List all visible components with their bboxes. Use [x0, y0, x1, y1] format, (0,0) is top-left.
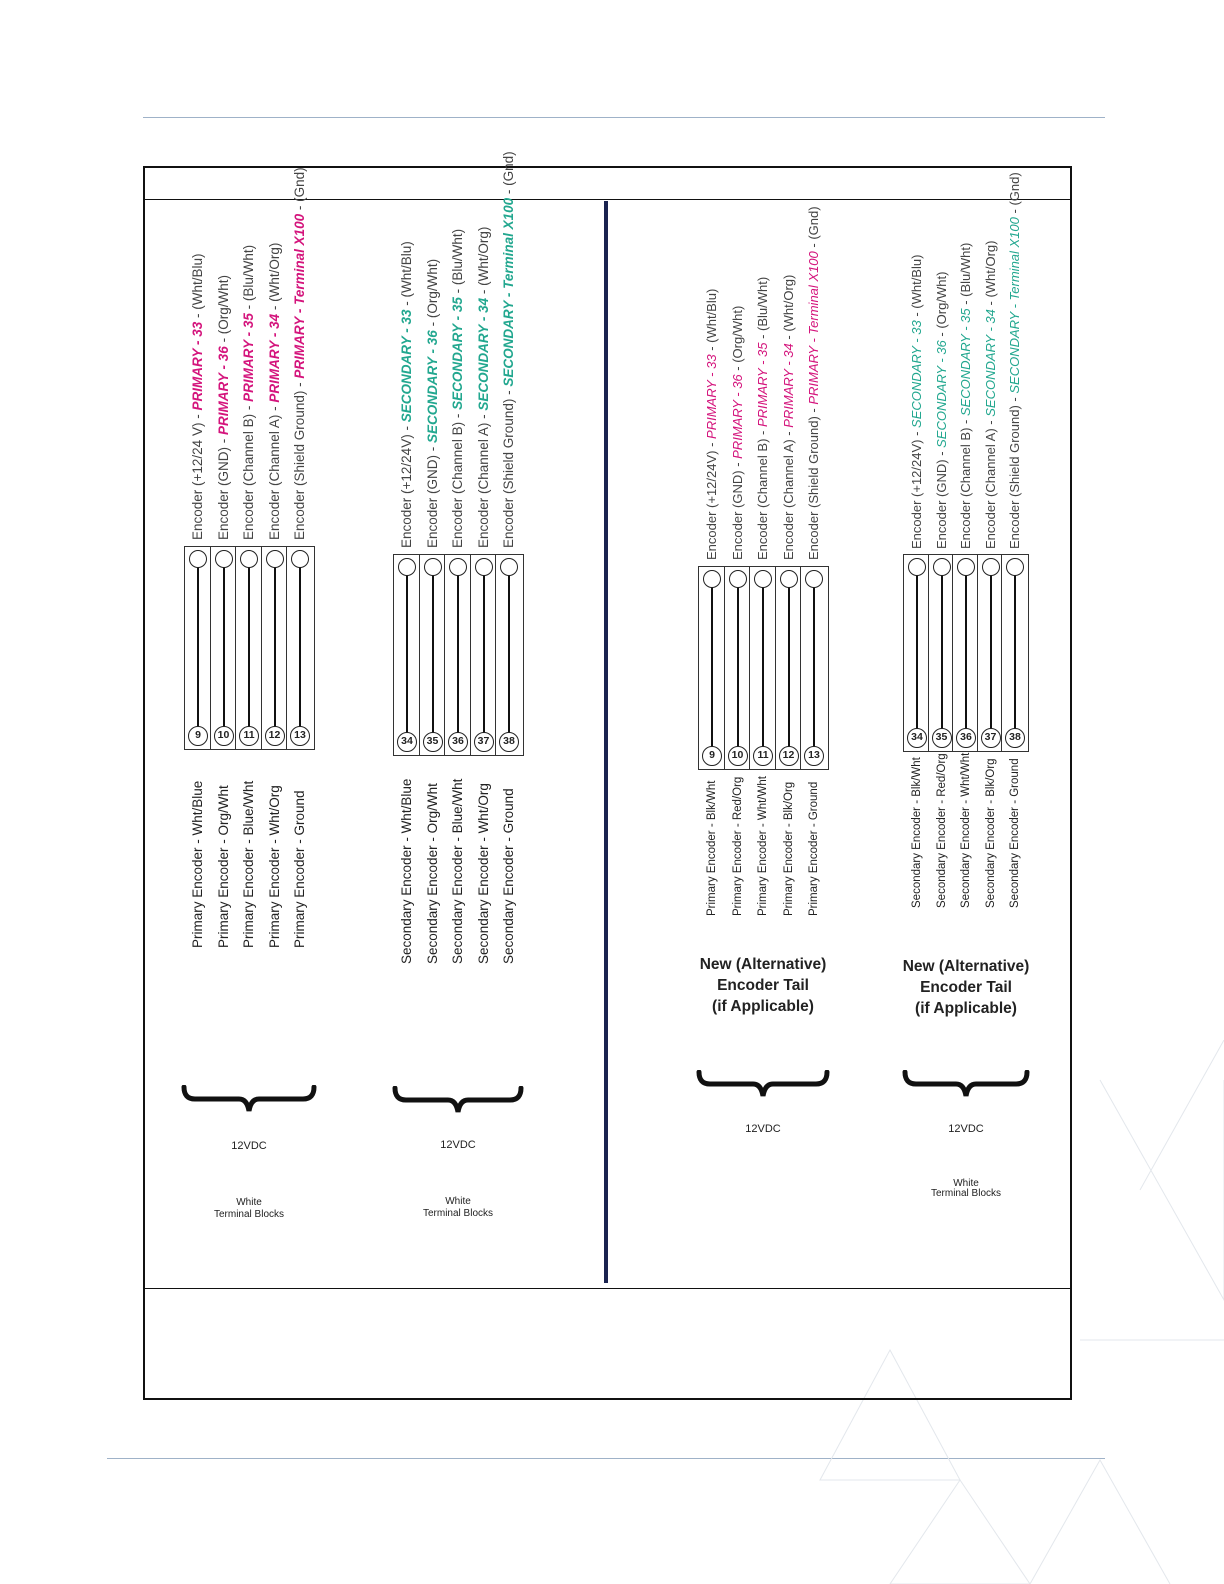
terminal-number: 9	[702, 746, 722, 766]
terminal-assignment: SECONDARY - 36	[933, 340, 949, 448]
wire-color: - (Gnd)	[806, 206, 821, 252]
terminal-wire-label: Secondary Encoder - Org/Wht	[424, 783, 440, 964]
wire	[483, 572, 485, 734]
terminal-block-color-label: White	[445, 1196, 471, 1207]
wire-color: - (Wht/Org)	[780, 274, 796, 344]
terminal-number: 37	[981, 728, 1001, 748]
frame-footer-divider	[143, 1288, 1072, 1289]
terminal-top-connector	[240, 550, 258, 568]
terminal-number: 35	[932, 728, 952, 748]
encoder-wire-label	[268, 243, 282, 540]
terminal-wire-label: Primary Encoder - Wht/Wht	[757, 776, 769, 916]
terminal-number: 9	[188, 726, 208, 746]
terminal-assignment: PRIMARY - 36	[729, 374, 745, 459]
terminal-top-connector	[449, 558, 467, 576]
encoder-wire-label	[217, 275, 231, 540]
wire-color: - (Wht/Org)	[475, 226, 491, 298]
wire	[197, 564, 199, 728]
wire-color: - (Wht/Blu)	[704, 288, 719, 355]
curly-brace-icon	[902, 1070, 1030, 1102]
terminal-wire-label: Primary Encoder - Wht/Org	[266, 785, 282, 948]
wire-function: Encoder (Shield Ground) -	[292, 378, 307, 540]
encoder-wire-label	[426, 259, 440, 548]
terminal-wire-label: Primary Encoder - Blk/Org	[782, 781, 795, 916]
terminal-assignment: PRIMARY - 35	[241, 313, 256, 402]
terminal-assignment: PRIMARY - Terminal X100	[292, 213, 307, 379]
wire	[990, 572, 992, 730]
encoder-wire-label	[959, 243, 973, 549]
wire-function: Encoder (Shield Ground) -	[501, 386, 516, 548]
encoder-tail-title	[866, 956, 1066, 1019]
encoder-wire-label	[705, 289, 719, 560]
terminal-top-connector	[957, 558, 975, 576]
terminal-assignment: SECONDARY - 34	[982, 309, 998, 417]
wire-color: - (Blu/Wht)	[755, 276, 770, 343]
encoder-wire-label	[191, 254, 205, 541]
encoder-wire-label	[502, 151, 516, 548]
tail-title-line: New (Alternative)	[699, 956, 827, 973]
terminal-assignment: SECONDARY - Terminal X100	[501, 197, 516, 387]
wire-function: Encoder (GND) -	[424, 442, 440, 548]
tail-title-line: New (Alternative)	[902, 958, 1030, 975]
wire	[711, 584, 713, 748]
voltage-label: 12VDC	[948, 1123, 984, 1135]
curly-brace-icon	[696, 1070, 830, 1102]
terminal-wire-label: Primary Encoder - Red/Org	[731, 776, 744, 916]
terminal-top-connector	[703, 570, 721, 588]
terminal-block-color-label: White	[953, 1178, 979, 1189]
frame-header-divider	[143, 199, 1072, 200]
terminal-wire-label: Secondary Encoder - Wht/Blue	[399, 778, 414, 964]
terminal-wire-label: Secondary Encoder - Ground	[501, 788, 516, 964]
terminal-wire-label: Primary Encoder - Blue/Wht	[241, 780, 256, 948]
wire-function: Encoder (+12/24 V) -	[190, 410, 205, 540]
wire-color: - (Org/Wht)	[215, 274, 231, 347]
encoder-wire-label	[782, 275, 796, 560]
terminal-number: 12	[265, 726, 285, 746]
wire	[813, 584, 815, 748]
wire	[788, 584, 790, 748]
encoder-wire-label	[451, 229, 465, 548]
wire-function: Encoder (+12/24V) -	[909, 427, 924, 549]
wire	[248, 564, 250, 728]
terminal-wire-label: Secondary Encoder - Ground	[1009, 758, 1021, 908]
terminal-number: 13	[804, 746, 824, 766]
encoder-wire-label	[731, 306, 745, 560]
encoder-wire-label	[477, 227, 491, 548]
terminal-assignment: SECONDARY - Terminal X100	[1007, 217, 1022, 394]
encoder-wire-label	[293, 167, 307, 540]
wire-function: Encoder (GND) -	[933, 447, 949, 549]
header-rule	[143, 117, 1105, 118]
wire-color: - (Blu/Wht)	[450, 228, 465, 298]
terminal-top-connector	[215, 550, 233, 568]
terminal-number: 12	[779, 746, 799, 766]
terminal-top-connector	[424, 558, 442, 576]
wire	[406, 572, 408, 734]
wire-function: Encoder (Channel B) -	[450, 409, 465, 548]
wire-color: - (Wht/Blu)	[399, 241, 414, 310]
terminal-number: 35	[423, 732, 443, 752]
wire-function: Encoder (Channel A) -	[266, 402, 282, 540]
terminal-number: 38	[1005, 728, 1025, 748]
encoder-wire-label	[807, 206, 821, 560]
wire	[916, 572, 918, 730]
terminal-number: 34	[907, 728, 927, 748]
tail-title-line: Encoder Tail	[717, 977, 809, 994]
voltage-label: 12VDC	[231, 1140, 267, 1152]
wire-color: - (Org/Wht)	[424, 258, 440, 331]
terminal-top-connector	[982, 558, 1000, 576]
terminal-wire-label: Secondary Encoder - Blk/Wht	[911, 757, 923, 908]
terminal-top-connector	[398, 558, 416, 576]
terminal-assignment: PRIMARY - 35	[755, 342, 770, 428]
wire-function: Encoder (+12/24V) -	[399, 422, 414, 548]
terminal-assignment: PRIMARY - 33	[704, 354, 719, 439]
tail-title-line: (if Applicable)	[915, 1000, 1017, 1017]
terminal-block-label: Terminal Blocks	[213, 1209, 285, 1220]
terminal-assignment: SECONDARY - 34	[475, 297, 491, 411]
wire-color: - (Gnd)	[292, 167, 307, 214]
encoder-wire-label	[910, 255, 924, 549]
terminal-assignment: SECONDARY - 33	[399, 309, 414, 423]
terminal-number: 38	[499, 732, 519, 752]
terminal-block-color-label: White	[236, 1197, 262, 1208]
wire-color: - (Org/Wht)	[933, 271, 949, 341]
terminal-number: 10	[214, 726, 234, 746]
wire-function: Encoder (GND) -	[215, 434, 231, 540]
wire	[508, 572, 510, 734]
terminal-top-connector	[189, 550, 207, 568]
terminal-number: 36	[956, 728, 976, 748]
terminal-top-connector	[266, 550, 284, 568]
terminal-wire-label: Primary Encoder - Ground	[292, 790, 307, 948]
wire	[299, 564, 301, 728]
terminal-wire-label: Secondary Encoder - Blue/Wht	[450, 778, 465, 964]
terminal-wire-label: Secondary Encoder - Wht/Wht	[960, 752, 972, 908]
encoder-wire-label	[242, 245, 256, 540]
terminal-top-connector	[729, 570, 747, 588]
terminal-block-label: Terminal Blocks	[930, 1188, 1002, 1199]
terminal-top-connector	[500, 558, 518, 576]
terminal-assignment: SECONDARY - 35	[958, 308, 973, 417]
wire-function: Encoder (GND) -	[729, 458, 745, 560]
terminal-wire-label: Secondary Encoder - Blk/Org	[984, 758, 997, 908]
wire-color: - (Wht/Org)	[266, 242, 282, 314]
encoder-wire-label	[935, 272, 949, 549]
voltage-label: 12VDC	[440, 1139, 476, 1151]
tail-title-line: Encoder Tail	[920, 979, 1012, 996]
terminal-wire-label: Secondary Encoder - Wht/Org	[475, 783, 491, 964]
terminal-assignment: PRIMARY - 34	[780, 343, 796, 428]
encoder-wire-label	[1008, 172, 1022, 549]
wire-color: - (Org/Wht)	[729, 305, 745, 375]
tail-title-line: (if Applicable)	[712, 998, 814, 1015]
terminal-number: 10	[728, 746, 748, 766]
terminal-wire-label: Primary Encoder - Org/Wht	[215, 785, 231, 948]
wire-color: - (Wht/Blu)	[190, 253, 205, 322]
wire	[432, 572, 434, 734]
wire-color: - (Gnd)	[1007, 172, 1022, 218]
wire-function: Encoder (Channel B) -	[241, 401, 256, 540]
wire-function: Encoder (+12/24V) -	[704, 438, 719, 560]
wire-function: Encoder (Channel A) -	[780, 427, 796, 560]
terminal-top-connector	[933, 558, 951, 576]
wire-color: - (Gnd)	[501, 151, 516, 198]
terminal-wire-label: Primary Encoder - Ground	[808, 781, 820, 916]
wire	[274, 564, 276, 728]
encoder-tail-title	[663, 954, 863, 1017]
encoder-wire-label	[756, 277, 770, 560]
wire	[1014, 572, 1016, 730]
wire	[941, 572, 943, 730]
wire-function: Encoder (Channel B) -	[755, 427, 770, 560]
terminal-assignment: SECONDARY - 36	[424, 330, 440, 443]
terminal-top-connector	[754, 570, 772, 588]
terminal-number: 11	[239, 726, 259, 746]
terminal-assignment: PRIMARY - 33	[190, 321, 205, 411]
wire-color: - (Blu/Wht)	[241, 244, 256, 314]
curly-brace-icon	[181, 1085, 317, 1117]
terminal-number: 37	[474, 732, 494, 752]
wire-function: Encoder (Shield Ground) -	[1007, 393, 1022, 549]
wire-color: - (Wht/Org)	[982, 240, 998, 310]
terminal-wire-label: Primary Encoder - Blk/Wht	[706, 780, 718, 916]
terminal-top-connector	[908, 558, 926, 576]
wire-function: Encoder (Shield Ground) -	[806, 404, 821, 560]
terminal-number: 36	[448, 732, 468, 752]
terminal-wire-label: Secondary Encoder - Red/Org	[935, 753, 948, 908]
wire-color: - (Wht/Blu)	[909, 254, 924, 321]
terminal-wire-label: Primary Encoder - Wht/Blue	[190, 780, 205, 948]
wire-function: Encoder (Channel A) -	[982, 416, 998, 549]
wire	[457, 572, 459, 734]
terminal-block-label: Terminal Blocks	[422, 1208, 494, 1219]
wire-function: Encoder (Channel B) -	[958, 416, 973, 549]
terminal-number: 34	[397, 732, 417, 752]
wire	[223, 564, 225, 728]
terminal-assignment: PRIMARY - 34	[266, 313, 282, 403]
terminal-top-connector	[805, 570, 823, 588]
wire	[737, 584, 739, 748]
terminal-assignment: PRIMARY - Terminal X100	[806, 251, 821, 405]
wire-color: - (Blu/Wht)	[958, 242, 973, 309]
wire-function: Encoder (Channel A) -	[475, 410, 491, 548]
terminal-assignment: PRIMARY - 36	[215, 346, 231, 435]
curly-brace-icon	[392, 1086, 524, 1118]
terminal-assignment: SECONDARY - 33	[909, 320, 924, 428]
terminal-assignment: SECONDARY - 35	[450, 297, 465, 410]
section-divider	[604, 201, 608, 1283]
terminal-top-connector	[475, 558, 493, 576]
wire	[762, 584, 764, 748]
encoder-wire-label	[400, 241, 414, 548]
voltage-label: 12VDC	[745, 1123, 781, 1135]
terminal-top-connector	[291, 550, 309, 568]
terminal-number: 11	[753, 746, 773, 766]
terminal-top-connector	[780, 570, 798, 588]
encoder-wire-label	[984, 241, 998, 550]
terminal-number: 13	[290, 726, 310, 746]
terminal-top-connector	[1006, 558, 1024, 576]
wire	[965, 572, 967, 730]
